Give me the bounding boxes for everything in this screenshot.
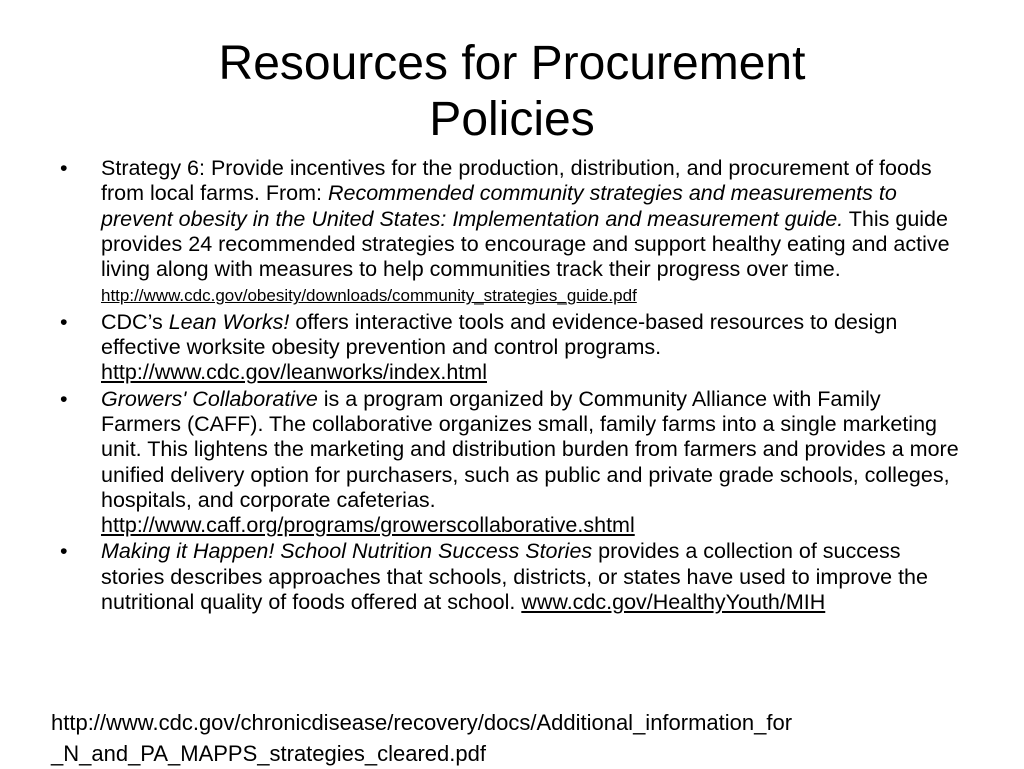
bullet-item-lean-works <box>60 310 960 386</box>
bullet-item-growers-collaborative <box>60 387 960 539</box>
bullet-italic-title: Lean Works! <box>168 309 290 334</box>
footer-source-line1: http://www.cdc.gov/chronicdisease/recovery/docs/Additional_information_for <box>51 710 793 735</box>
bullet-item-strategy-6 <box>60 156 960 309</box>
footer-source-citation <box>51 707 951 769</box>
slide-title <box>120 36 904 148</box>
healthy-youth-mih-link[interactable]: www.cdc.gov/HealthyYouth/MIH <box>521 590 826 615</box>
bullet-icon: • <box>60 156 68 180</box>
bullet-text: provides a collection of success stories describes approaches that schools, districts, or states have used to improve the nutritional quality of foods offered at school. <box>101 539 928 615</box>
footer-source-line2: _N_and_PA_MAPPS_strategies_cleared.pdf <box>51 741 486 766</box>
leanworks-link[interactable]: http://www.cdc.gov/leanworks/index.html <box>101 360 487 385</box>
community-strategies-guide-link[interactable]: http://www.cdc.gov/obesity/downloads/community_strategies_guide.pdf <box>101 286 637 306</box>
bullet-italic-title: Making it Happen! School Nutrition Success Stories <box>101 539 593 564</box>
bullet-text: Strategy 6: Provide incentives for the production, distribution, and procurement of foods from local farms. From: <box>101 156 932 206</box>
bullet-icon: • <box>60 539 68 564</box>
slide-title-line2: Policies <box>429 93 595 146</box>
bullet-icon: • <box>60 386 68 411</box>
bullet-text: This guide provides 24 recommended strategies to encourage and support healthy eating and active living along with measures to help communities track their progress over time. <box>101 206 950 282</box>
bullet-italic-title: Growers' Collaborative <box>101 386 318 411</box>
growers-collaborative-link[interactable]: http://www.caff.org/programs/growerscollaborative.shtml <box>101 513 635 538</box>
bullet-text: is a program organized by Community Alliance with Family Farmers (CAFF). The collaborative organizes small, family farms into a single marketing unit. This lightens the marketing and distribution burden from farmers and provides a more unified delivery option for purchasers, such as public and private grade schools, colleges, hospitals, and corporate cafeterias. <box>101 386 959 512</box>
bullet-text: CDC’s <box>101 309 169 334</box>
bullet-italic-title: Recommended community strategies and measurements to prevent obesity in the United States: Implementation and measurement guide. <box>101 181 897 231</box>
bullet-item-making-it-happen <box>60 539 960 615</box>
bullet-list <box>60 156 960 616</box>
bullet-text: offers interactive tools and evidence-based resources to design effective worksite obesity prevention and control programs. <box>101 309 898 360</box>
slide-title-line1: Resources for Procurement <box>218 37 806 90</box>
bullet-icon: • <box>60 309 68 334</box>
